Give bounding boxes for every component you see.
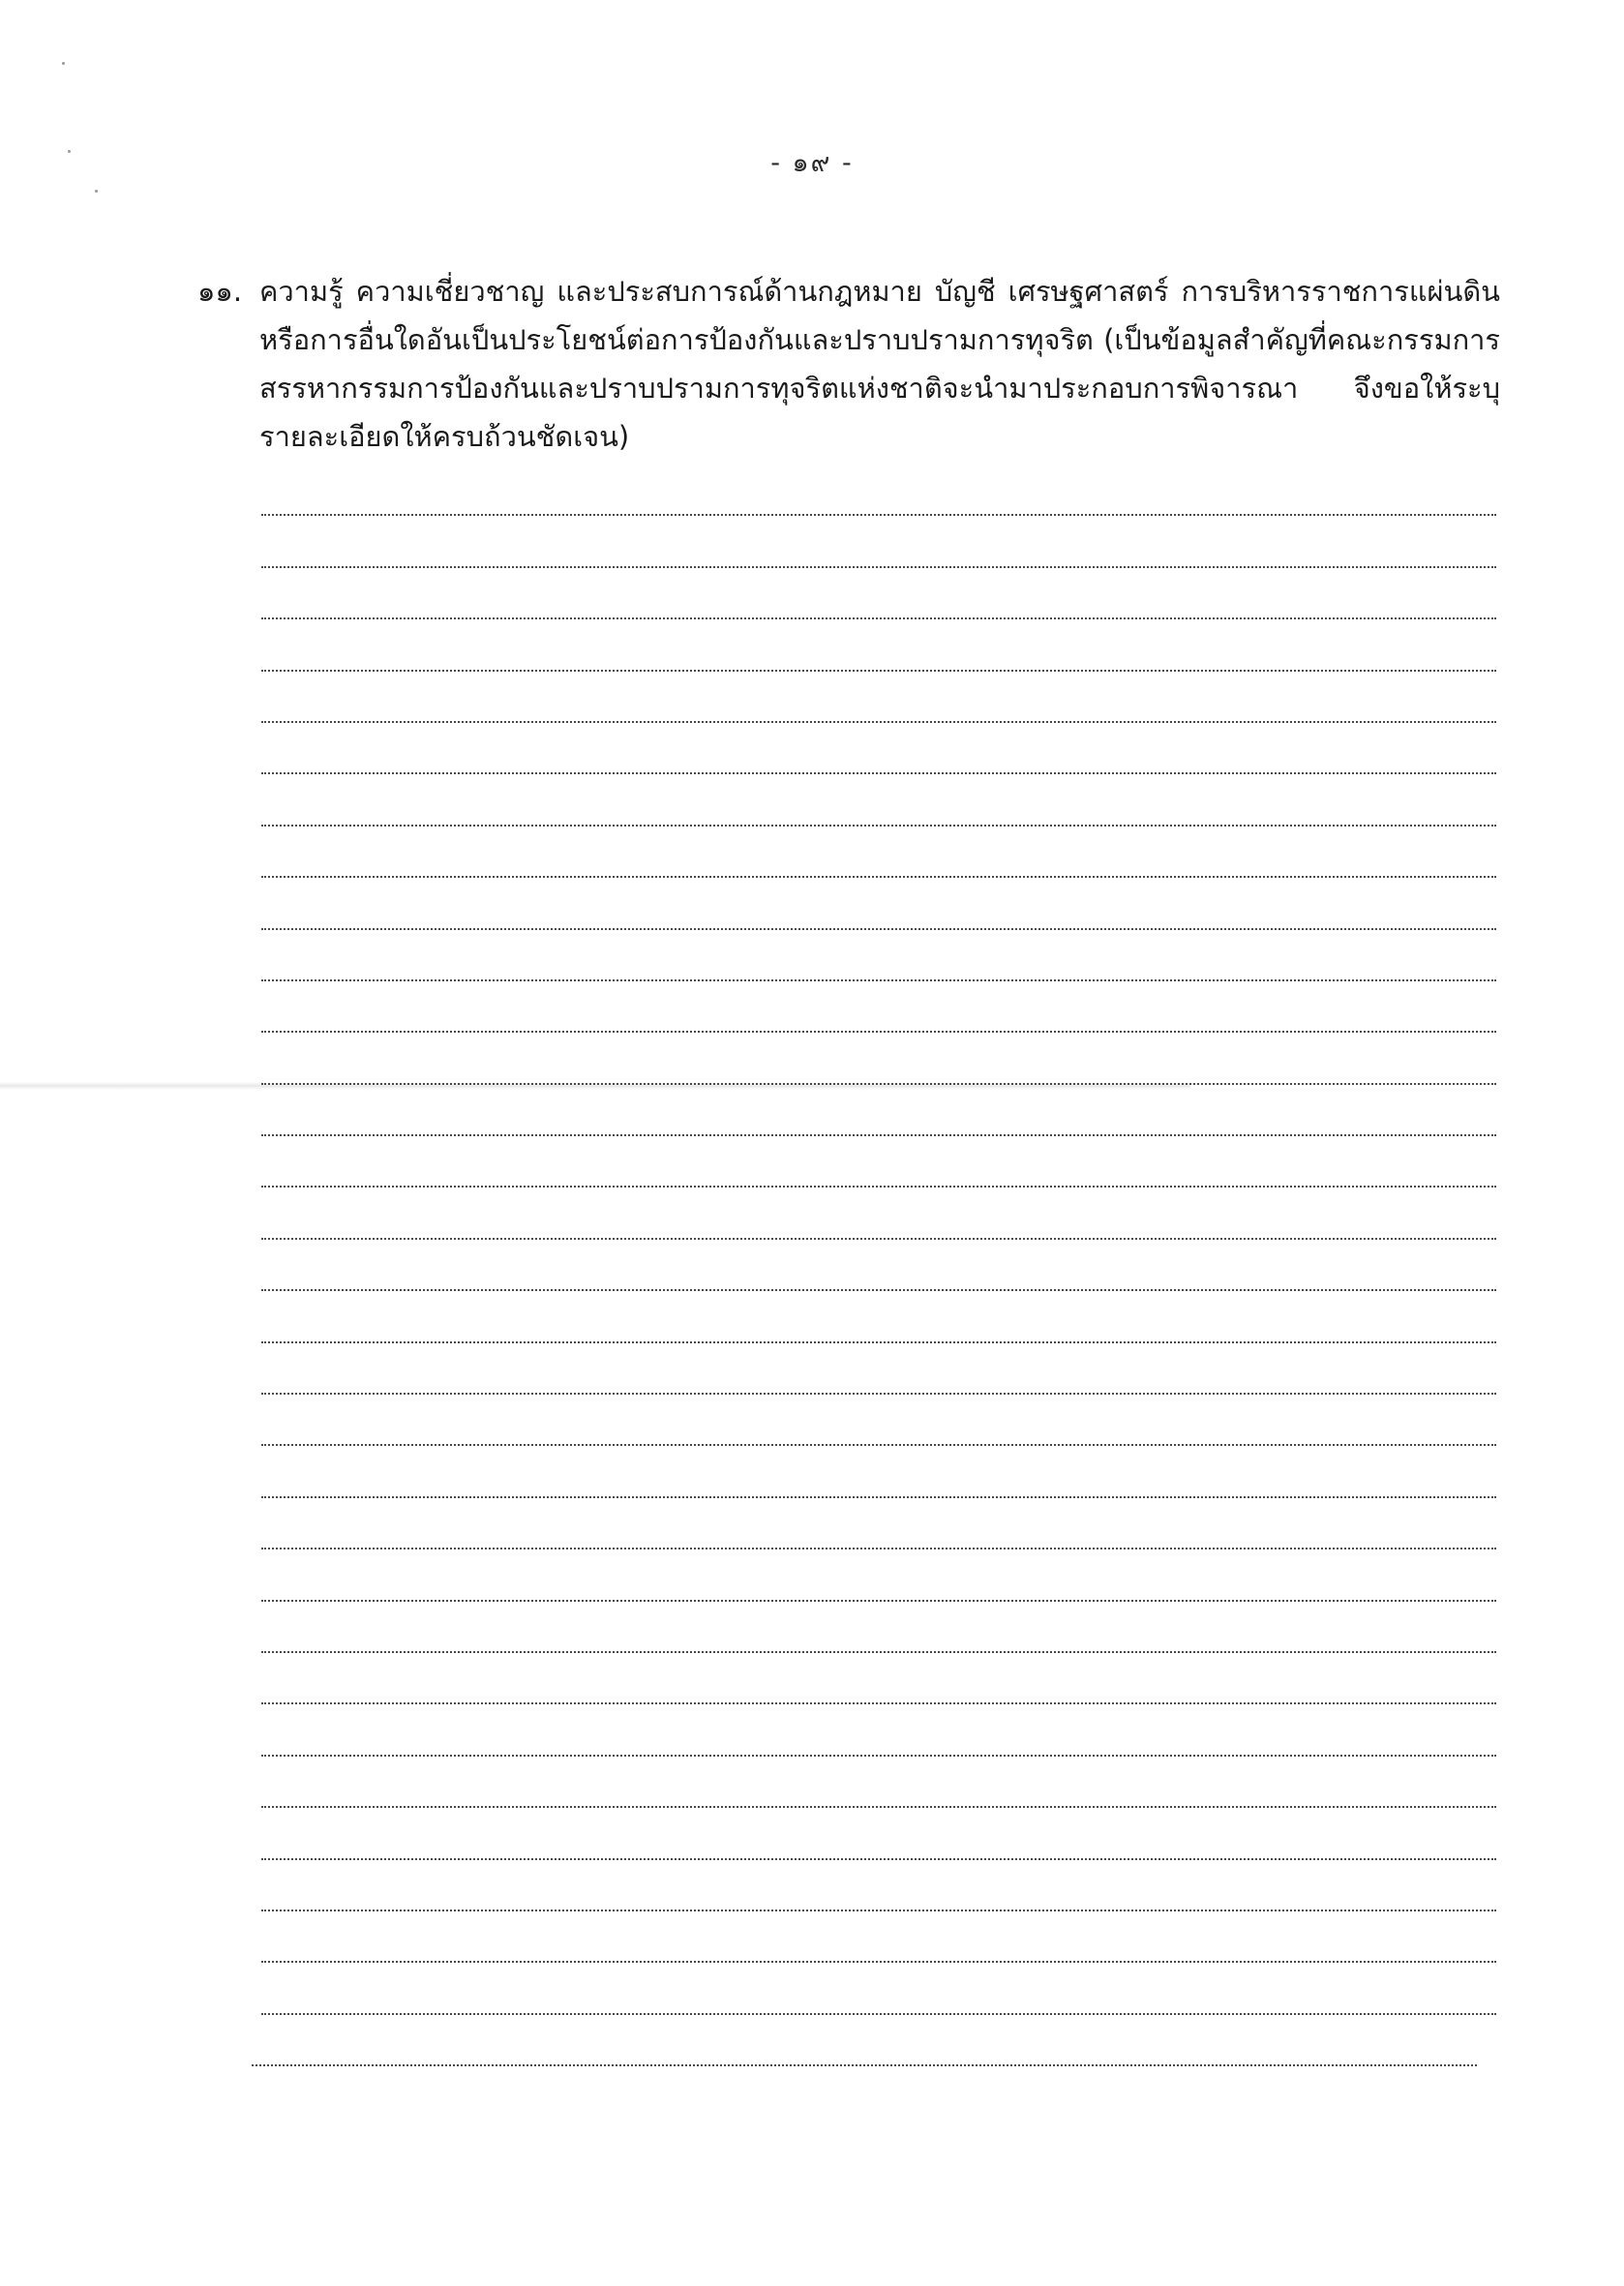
- answer-line[interactable]: [261, 981, 1496, 1033]
- answer-line[interactable]: [252, 2015, 1477, 2066]
- answer-line[interactable]: [261, 672, 1496, 723]
- answer-line[interactable]: [261, 619, 1496, 671]
- answer-line[interactable]: [261, 568, 1496, 619]
- answer-line[interactable]: [261, 1498, 1496, 1549]
- answer-line[interactable]: [261, 1033, 1496, 1084]
- answer-line[interactable]: [261, 1240, 1496, 1291]
- answer-line[interactable]: [261, 1291, 1496, 1342]
- answer-line[interactable]: [261, 723, 1496, 774]
- answer-line[interactable]: [261, 878, 1496, 929]
- answer-line[interactable]: [261, 774, 1496, 826]
- answer-line[interactable]: [261, 1860, 1496, 1911]
- answer-line[interactable]: [261, 1602, 1496, 1653]
- answer-line[interactable]: [261, 1343, 1496, 1395]
- answer-line[interactable]: [261, 1757, 1496, 1808]
- answer-line[interactable]: [261, 827, 1496, 878]
- question-item: [197, 267, 1504, 461]
- page-number: - ๑๙ -: [770, 148, 854, 178]
- answer-line[interactable]: [261, 1963, 1496, 2014]
- answer-line[interactable]: [261, 1549, 1496, 1601]
- answer-line[interactable]: [261, 1808, 1496, 1859]
- answer-line[interactable]: [261, 1446, 1496, 1497]
- answer-line[interactable]: [261, 1704, 1496, 1756]
- answer-line[interactable]: [261, 465, 1496, 516]
- item-number: ๑๑.: [197, 275, 243, 308]
- answer-line[interactable]: [261, 930, 1496, 981]
- answer-line[interactable]: [261, 1395, 1496, 1446]
- answer-line[interactable]: [261, 1653, 1496, 1704]
- answer-line[interactable]: [261, 1188, 1496, 1239]
- answer-line[interactable]: [261, 516, 1496, 567]
- answer-line[interactable]: [261, 1136, 1496, 1188]
- answer-line[interactable]: [261, 1911, 1496, 1963]
- answer-lines: [261, 465, 1496, 2066]
- item-text: ความรู้ ความเชี่ยวชาญ และประสบการณ์ด้านกฎหมาย บัญชี เศรษฐศาสตร์ การบริหารราชการแผ่นดิน หรือการอื่นใดอันเป็นประโยชน์ต่อการป้องกันและปราบปรามการทุจริต (เป็นข้อมูลสำคัญที่คณะกรรมการสรรหากรรมการป้องกันและปราบปรามการทุจริตแห่งชาติจะนำมาประกอบการพิจารณา จึงขอให้ระบุรายละเอียดให้ครบถ้วนชัดเจน): [259, 275, 1500, 453]
- answer-line[interactable]: [261, 1085, 1496, 1136]
